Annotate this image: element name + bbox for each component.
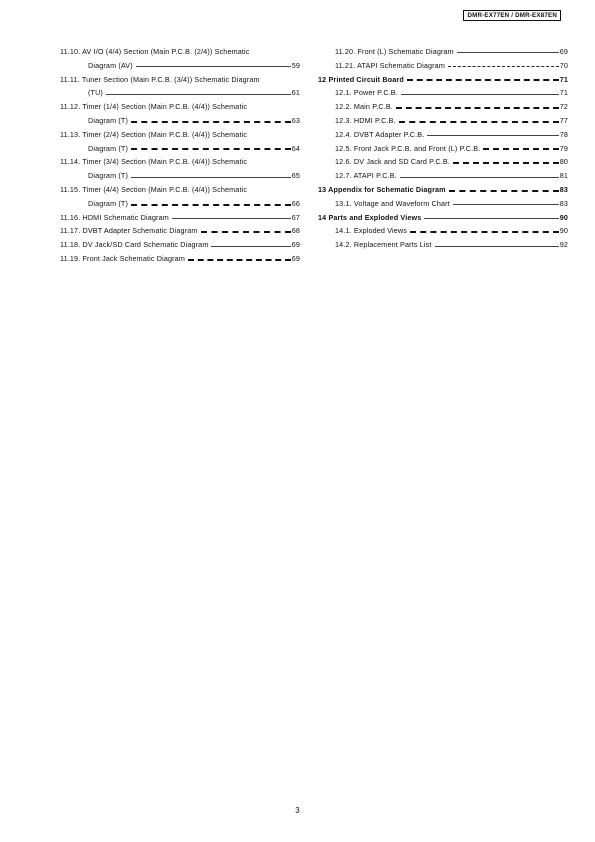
toc-entry bbox=[60, 86, 300, 100]
toc-entry bbox=[60, 238, 300, 252]
toc-entry-page: 72 bbox=[559, 102, 568, 112]
toc-entry bbox=[60, 45, 300, 59]
toc-entry-title: 11.11. Tuner Section (Main P.C.B. (3/4)) Schematic Diagram bbox=[60, 74, 260, 84]
toc-leader-line bbox=[106, 94, 291, 95]
toc-leader-line bbox=[427, 135, 558, 136]
toc-entry bbox=[60, 128, 300, 142]
toc-entry-title: 14.2. Replacement Parts List bbox=[335, 240, 432, 250]
toc-leader-line bbox=[136, 66, 291, 67]
toc-entry bbox=[60, 73, 300, 87]
toc-entry-title: 12 Printed Circuit Board bbox=[318, 74, 404, 84]
toc-entry bbox=[318, 169, 568, 183]
toc-entry-page: 71 bbox=[559, 88, 568, 98]
toc-leader-line bbox=[457, 52, 559, 53]
toc-entry bbox=[318, 59, 568, 73]
toc-entry-title: 11.20. Front (L) Schematic Diagram bbox=[335, 47, 454, 56]
toc-leader-line bbox=[424, 218, 558, 219]
toc-leader-line bbox=[401, 94, 559, 95]
toc-entry bbox=[60, 59, 300, 73]
toc-leader-line bbox=[131, 204, 291, 206]
toc-entry bbox=[318, 224, 568, 238]
toc-entry-title: 11.10. AV I/O (4/4) Section (Main P.C.B. (2/4)) Schematic bbox=[60, 47, 250, 56]
toc-entry-page: 68 bbox=[291, 226, 300, 236]
toc-entry-title: 11.18. DV Jack/SD Card Schematic Diagram bbox=[60, 240, 209, 250]
toc-entry-page: 69 bbox=[291, 240, 300, 250]
toc-entry-title: 12.3. HDMI P.C.B. bbox=[335, 115, 396, 125]
toc-entry-title: 11.14. Timer (3/4) Section (Main P.C.B. (4/4)) Schematic bbox=[60, 157, 248, 167]
toc-entry bbox=[318, 238, 568, 252]
toc-entry-page: 69 bbox=[291, 253, 300, 263]
toc-entry-title: 11.15. Timer (4/4) Section (Main P.C.B. (4/4)) Schematic bbox=[60, 184, 248, 194]
toc-leader-line bbox=[435, 246, 559, 247]
toc-entry-title: 12.5. Front Jack P.C.B. and Front (L) P.C.B. bbox=[335, 143, 481, 153]
toc-entry bbox=[318, 211, 568, 225]
toc-entry bbox=[60, 169, 300, 183]
toc-leader-line bbox=[201, 231, 291, 233]
toc-entry bbox=[318, 197, 568, 211]
toc-entry bbox=[60, 114, 300, 128]
toc-entry bbox=[60, 211, 300, 225]
toc-entry bbox=[318, 142, 568, 156]
toc-entry-title: Diagram (T) bbox=[88, 171, 128, 181]
toc-entry-page: 71 bbox=[559, 74, 568, 84]
toc-entry-title: 12.1. Power P.C.B. bbox=[335, 88, 398, 98]
toc-entry-title: 11.12. Timer (1/4) Section (Main P.C.B. (4/4)) Schematic bbox=[60, 102, 248, 112]
toc-entry bbox=[60, 142, 300, 156]
toc-right-column bbox=[318, 45, 568, 252]
toc-entry-page: 67 bbox=[291, 212, 300, 222]
toc-entry bbox=[60, 224, 300, 238]
model-header-box: DMR-EX77EN / DMR-EX87EN bbox=[463, 10, 561, 21]
toc-leader-line bbox=[453, 204, 559, 205]
toc-leader-line bbox=[188, 259, 291, 261]
toc-leader-line bbox=[407, 79, 559, 81]
toc-entry bbox=[318, 155, 568, 169]
toc-entry-title: 13 Appendix for Schematic Diagram bbox=[318, 184, 446, 194]
toc-entry-page: 64 bbox=[291, 143, 300, 153]
toc-entry-title: Diagram (T) bbox=[88, 115, 128, 125]
toc-entry-page: 83 bbox=[559, 184, 568, 194]
toc-leader-line bbox=[400, 177, 559, 178]
toc-entry bbox=[60, 183, 300, 197]
toc-leader-line bbox=[172, 218, 291, 219]
toc-entry-title: Diagram (AV) bbox=[88, 60, 133, 70]
toc-entry bbox=[60, 197, 300, 211]
toc-entry-page: 63 bbox=[291, 115, 300, 125]
toc-entry-title: 13.1. Voltage and Waveform Chart bbox=[335, 198, 450, 208]
toc-entry-page: 83 bbox=[559, 198, 568, 208]
toc-entry-title: 14.1. Exploded Views bbox=[335, 226, 407, 236]
toc-leader-line bbox=[453, 162, 559, 164]
toc-leader-line bbox=[483, 148, 558, 150]
toc-entry bbox=[318, 128, 568, 142]
toc-entry-page: 65 bbox=[291, 171, 300, 181]
toc-leader-line bbox=[410, 231, 559, 233]
toc-entry-page: 69 bbox=[559, 47, 568, 56]
page-number: 3 bbox=[295, 806, 300, 815]
toc-entry-title: 11.21. ATAPI Schematic Diagram bbox=[335, 60, 445, 70]
toc-entry-title: 11.17. DVBT Adapter Schematic Diagram bbox=[60, 226, 198, 236]
toc-entry bbox=[60, 155, 300, 169]
toc-leader-line bbox=[131, 121, 291, 123]
toc-entry-title: (TU) bbox=[88, 88, 103, 98]
toc-entry bbox=[318, 100, 568, 114]
toc-entry-page: 78 bbox=[559, 129, 568, 139]
toc-entry-title: 14 Parts and Exploded Views bbox=[318, 212, 422, 222]
toc-entry bbox=[318, 86, 568, 100]
toc-leader-line bbox=[399, 121, 559, 123]
toc-entry-page: 92 bbox=[559, 240, 568, 250]
toc-entry-title: 11.16. HDMI Schematic Diagram bbox=[60, 212, 169, 222]
toc-entry-title: Diagram (T) bbox=[88, 143, 128, 153]
toc-entry bbox=[60, 252, 300, 266]
toc-entry bbox=[318, 45, 568, 59]
toc-left-column bbox=[60, 45, 300, 266]
toc-entry-page: 90 bbox=[559, 226, 568, 236]
toc-entry-page: 59 bbox=[291, 60, 300, 70]
toc-entry-title: 12.6. DV Jack and SD Card P.C.B. bbox=[335, 157, 450, 167]
toc-entry-title: 11.19. Front Jack Schematic Diagram bbox=[60, 253, 185, 263]
toc-leader-line bbox=[448, 66, 559, 67]
toc-leader-line bbox=[131, 148, 291, 150]
toc-entry bbox=[318, 114, 568, 128]
toc-entry-page: 81 bbox=[559, 171, 568, 181]
toc-leader-line bbox=[449, 190, 559, 192]
toc-entry-page: 77 bbox=[559, 115, 568, 125]
toc-entry bbox=[60, 100, 300, 114]
toc-entry-title: Diagram (T) bbox=[88, 198, 128, 208]
toc-entry-title: 12.2. Main P.C.B. bbox=[335, 102, 393, 112]
toc-entry-page: 79 bbox=[559, 143, 568, 153]
toc-leader-line bbox=[396, 107, 559, 109]
toc-entry-title: 12.4. DVBT Adapter P.C.B. bbox=[335, 129, 425, 139]
toc-entry bbox=[318, 73, 568, 87]
toc-entry bbox=[318, 183, 568, 197]
toc-entry-page: 66 bbox=[291, 198, 300, 208]
toc-entry-page: 80 bbox=[559, 157, 568, 167]
toc-entry-title: 11.13. Timer (2/4) Section (Main P.C.B. (4/4)) Schematic bbox=[60, 129, 248, 139]
toc-leader-line bbox=[211, 246, 290, 247]
toc-entry-page: 90 bbox=[559, 212, 568, 222]
toc-entry-page: 70 bbox=[559, 60, 568, 70]
toc-entry-title: 12.7. ATAPI P.C.B. bbox=[335, 171, 397, 181]
toc-entry-page: 61 bbox=[291, 88, 300, 98]
toc-leader-line bbox=[131, 177, 291, 178]
